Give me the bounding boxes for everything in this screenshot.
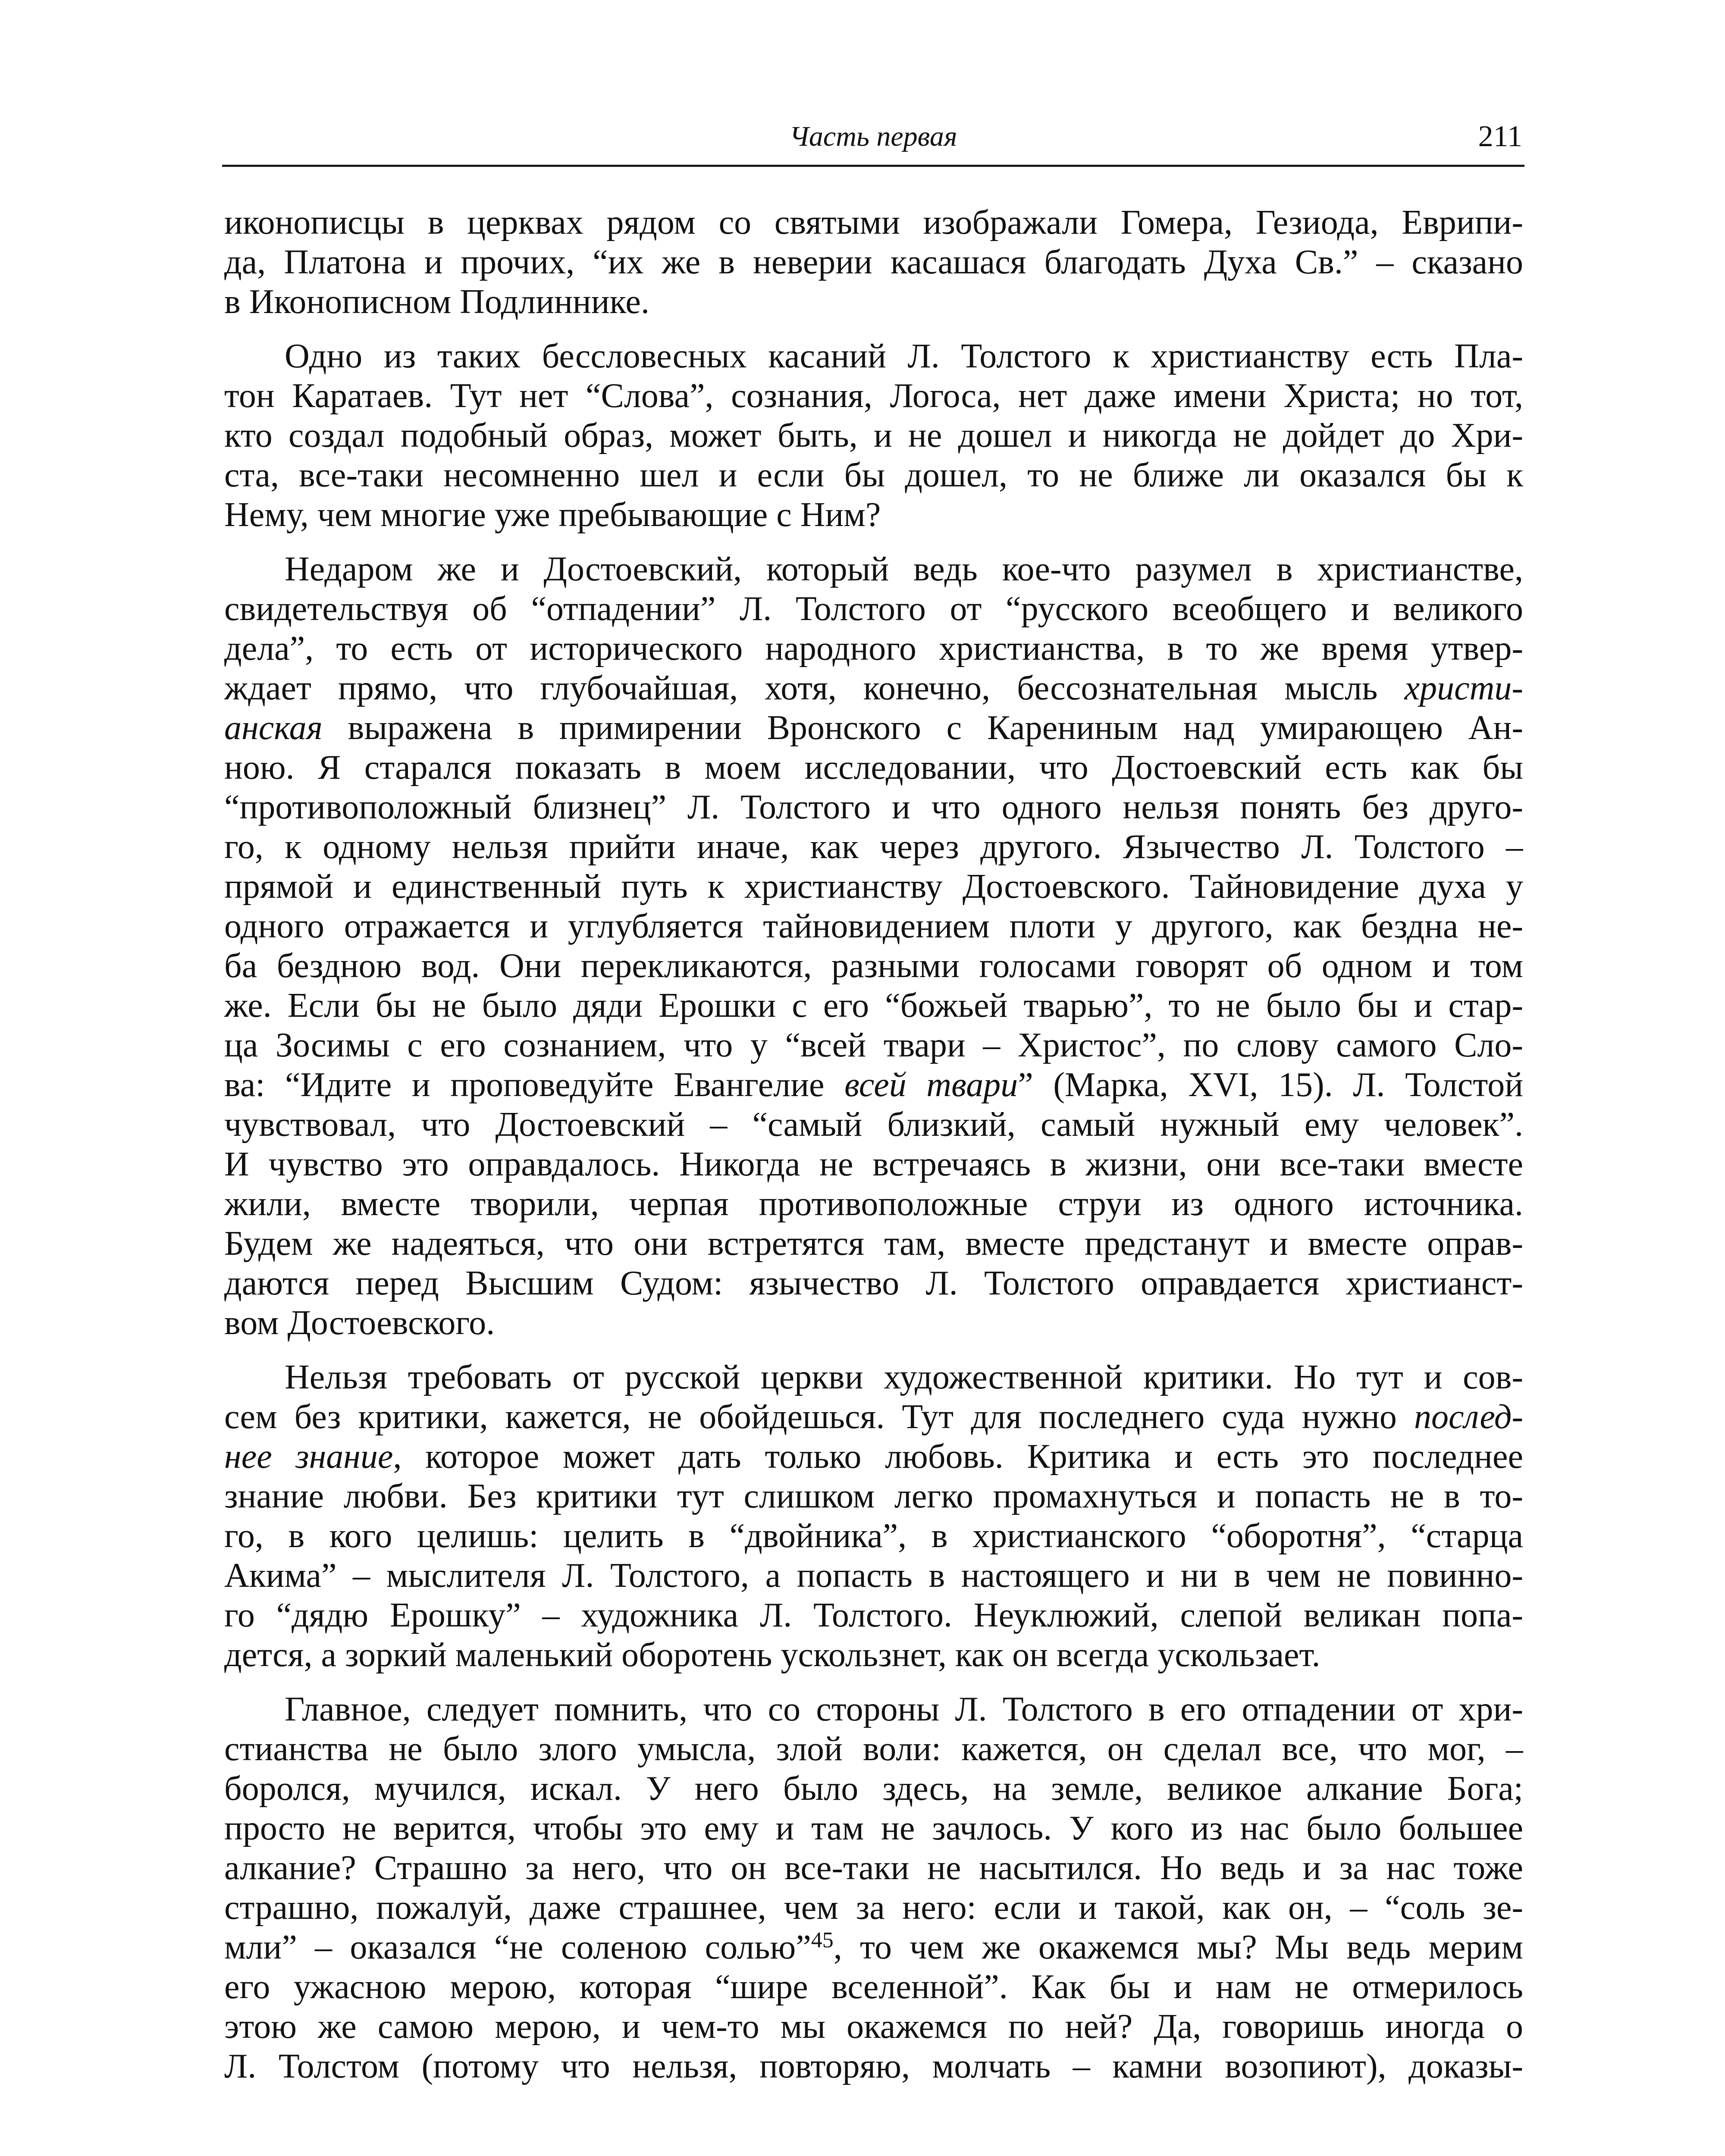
text-line: же. Если бы не было дяди Ерошки с его “божьей тварью”, то не было бы и стар- bbox=[224, 987, 1523, 1025]
text-line: ста, все-таки несомненно шел и если бы дошел, то не ближе ли оказался бы к bbox=[224, 456, 1523, 494]
paragraph bbox=[224, 1357, 1523, 1675]
text-line: этою же самою мерою, и чем-то мы окажемся по ней? Да, говоришь иногда о bbox=[224, 2008, 1523, 2046]
italic-run: нее знание bbox=[224, 1438, 393, 1476]
text-line: Будем же надеяться, что они встретятся там, вместе предстанут и вместе оправ- bbox=[224, 1225, 1523, 1263]
text-run: ва: “Идите и проповедуйте Евангелие bbox=[224, 1066, 825, 1104]
chapter-title: Часть первая bbox=[789, 121, 957, 152]
text-line: боролся, мучился, искал. У него было здесь, на земле, великое алкание Бога; bbox=[224, 1770, 1523, 1808]
text-run: ” (Марка, XVI, 15). Л. Толстой bbox=[1018, 1066, 1523, 1104]
italic-run: всей твари bbox=[844, 1066, 1018, 1104]
text-line: просто не верится, чтобы это ему и там не зачлось. У кого из нас было большее bbox=[224, 1809, 1523, 1847]
paragraph bbox=[224, 549, 1523, 1343]
text-line: Л. Толстом (потому что нельзя, повторяю, молчать – камни возопиют), доказы- bbox=[224, 2047, 1523, 2085]
page-number: 211 bbox=[1478, 120, 1522, 153]
text-line: Акима” – мыслителя Л. Толстого, а попасть в настоящего и ни в чем не повинно- bbox=[224, 1557, 1523, 1595]
paragraph bbox=[224, 1689, 1523, 2086]
italic-run: анская bbox=[224, 709, 323, 747]
text-line: алкание? Страшно за него, что он все-таки не насытился. Но ведь и за нас тоже bbox=[224, 1849, 1523, 1887]
text-line: Недаром же и Достоевский, который ведь кое-что разумел в христианстве, bbox=[285, 550, 1523, 588]
text-line: дется, а зоркий маленький оборотень ускользнет, как он всегда ускользает. bbox=[224, 1636, 1320, 1674]
running-header bbox=[222, 113, 1524, 167]
text-line: Нему, чем многие уже пребывающие с Ним? bbox=[224, 496, 881, 534]
text-line: стианства не было злого умысла, злой воли: кажется, он сделал все, что мог, – bbox=[224, 1730, 1523, 1768]
text-line: жили, вместе творили, черпая противоположные струи из одного источника. bbox=[224, 1185, 1523, 1223]
text-line bbox=[224, 1437, 1523, 1476]
text-line: “противоположный близнец” Л. Толстого и что одного нельзя понять без друго- bbox=[224, 788, 1523, 826]
text-run: ждает прямо, что глубочайшая, хотя, конечно, бессознательная мысль bbox=[224, 669, 1378, 707]
text-line: Одно из таких бессловесных касаний Л. Толстого к христианству есть Пла- bbox=[285, 337, 1523, 375]
paragraph bbox=[224, 336, 1523, 535]
text-line bbox=[224, 1927, 1523, 1967]
text-line: ною. Я старался показать в моем исследовании, что Достоевский есть как бы bbox=[224, 749, 1523, 787]
text-line: чувствовал, что Достоевский – “самый близкий, самый нужный ему человек”. bbox=[224, 1106, 1523, 1144]
text-line: его ужасною мерою, которая “шире вселенной”. Как бы и нам не отмерилось bbox=[224, 1968, 1523, 2006]
text-line: тон Каратаев. Тут нет “Слова”, сознания, Логоса, нет даже имени Христа; но тот, bbox=[224, 377, 1523, 415]
text-line: Главное, следует помнить, что со стороны Л. Толстого в его отпадении от хри- bbox=[285, 1690, 1523, 1728]
text-line: И чувство это оправдалось. Никогда не встречаясь в жизни, они все-таки вместе bbox=[224, 1145, 1523, 1183]
text-line: ба бездною вод. Они перекликаются, разными голосами говорят об одном и том bbox=[224, 947, 1523, 985]
footnote-marker[interactable]: 45 bbox=[811, 1928, 834, 1952]
text-line: ца Зосимы с его сознанием, что у “всей твари – Христос”, по слову самого Сло- bbox=[224, 1026, 1523, 1064]
text-line: го, в кого целишь: целить в “двойника”, в христианского “оборотня”, “старца bbox=[224, 1517, 1523, 1555]
text-run: мли” – оказался “не соленою солью” bbox=[224, 1928, 811, 1966]
text-line: дела”, то есть от исторического народного христианства, в то же время утвер- bbox=[224, 630, 1523, 667]
text-line: го, к одному нельзя прийти иначе, как через другого. Язычество Л. Толстого – bbox=[224, 828, 1523, 866]
text-line bbox=[224, 668, 1523, 708]
text-line: одного отражается и углубляется тайновидением плоти у другого, как бездна не- bbox=[224, 907, 1523, 945]
text-line: да, Платона и прочих, “их же в неверии касашася благодать Духа Св.” – сказано bbox=[224, 243, 1523, 281]
text-line: свидетельствуя об “отпадении” Л. Толстого от “русского всеобщего и великого bbox=[224, 590, 1523, 628]
text-run: сем без критики, кажется, не обойдешься. Тут для последнего суда нужно bbox=[224, 1398, 1397, 1436]
text-line: кто создал подобный образ, может быть, и не дошел и никогда не дойдет до Хри- bbox=[224, 417, 1523, 454]
paragraph bbox=[224, 203, 1523, 322]
text-line: го “дядю Ерошку” – художника Л. Толстого. Неуклюжий, слепой великан попа- bbox=[224, 1596, 1523, 1634]
text-line: знание любви. Без критики тут слишком легко промахнуться и попасть не в то- bbox=[224, 1477, 1523, 1515]
text-line: Нельзя требовать от русской церкви художественной критики. Но тут и сов- bbox=[285, 1358, 1523, 1396]
text-line: в Иконописном Подлиннике. bbox=[224, 283, 649, 321]
text-run: , которое может дать только любовь. Критика и есть это последнее bbox=[393, 1438, 1523, 1476]
text-line bbox=[224, 708, 1523, 748]
body-text bbox=[224, 203, 1523, 2086]
text-line: страшно, пожалуй, даже страшнее, чем за него: если и такой, как он, – “соль зе- bbox=[224, 1889, 1523, 1927]
text-line: иконописцы в церквах рядом со святыми изображали Гомера, Гезиода, Еврипи- bbox=[224, 204, 1523, 241]
text-run: , то чем же окажемся мы? Мы ведь мерим bbox=[833, 1928, 1523, 1966]
text-line: даются перед Высшим Судом: язычество Л. Толстого оправдается христианст- bbox=[224, 1264, 1523, 1302]
italic-run: послед- bbox=[1414, 1398, 1523, 1436]
italic-run: христи- bbox=[1404, 669, 1523, 707]
text-line bbox=[224, 1397, 1523, 1437]
text-line bbox=[224, 1065, 1523, 1105]
text-line: вом Достоевского. bbox=[224, 1304, 495, 1342]
text-run: выражена в примирении Вронского с Карениным над умирающею Ан- bbox=[348, 709, 1523, 747]
text-line: прямой и единственный путь к христианству Достоевского. Тайновидение духа у bbox=[224, 868, 1523, 906]
